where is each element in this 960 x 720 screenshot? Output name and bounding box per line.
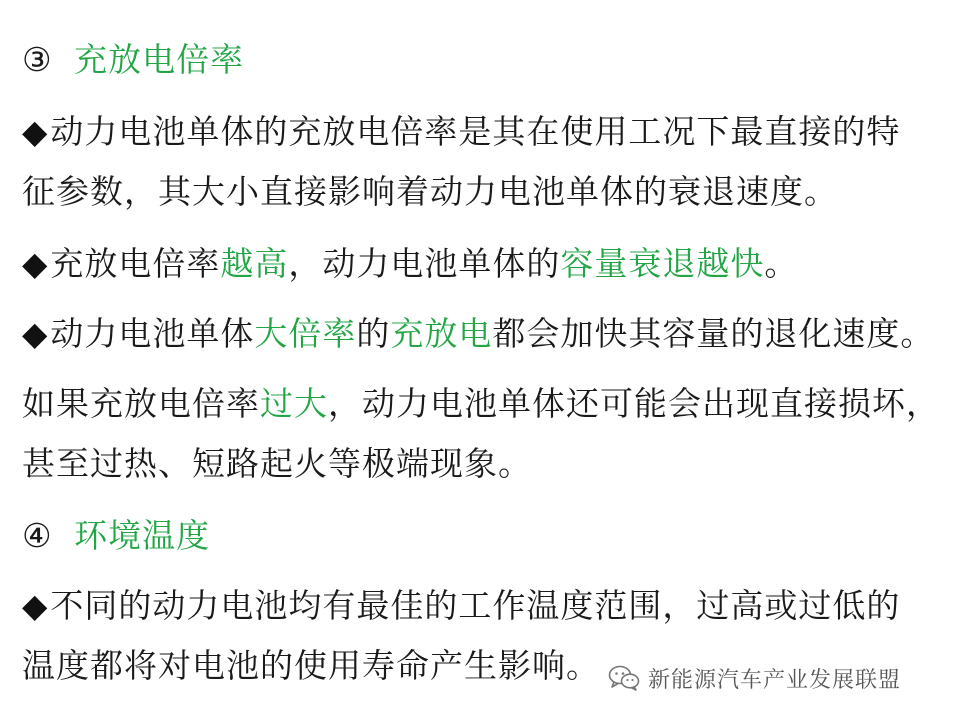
watermark-text: 新能源汽车产业发展联盟 [648,667,902,693]
text-segment: 的 [356,314,391,353]
diamond-bullet-icon: ◆ [22,112,49,151]
section-number: ④ [22,516,53,555]
paragraph-5-line-2 [22,644,600,688]
paragraph-text: 甚至过热、短路起火等极端现象。 [22,444,532,483]
section-heading-3 [22,38,244,82]
section-title: 环境温度 [74,516,211,555]
text-segment: 都会加快其容量的退化速度。 [492,314,935,353]
text-segment: 如果充放电倍率 [22,384,260,423]
text-segment: ，动力电池单体还可能会出现直接损坏， [328,384,940,423]
paragraph-1-line-2 [22,170,838,214]
highlight-text: 大倍率 [254,314,357,353]
text-segment: 充放电倍率 [50,244,221,283]
paragraph-4-line-2 [22,442,532,486]
paragraph-text: 征参数，其大小直接影响着动力电池单体的衰退速度。 [22,172,838,211]
diamond-bullet-icon: ◆ [22,244,49,283]
highlight-text: 越高 [220,244,289,283]
wechat-icon [608,664,640,692]
watermark [608,660,901,696]
paragraph-2 [22,242,798,286]
section-title: 充放电倍率 [74,40,245,79]
paragraph-3 [22,312,934,356]
section-number: ③ [22,40,53,79]
text-segment: 。 [764,244,799,283]
paragraph-5-line-1 [22,584,900,628]
text-segment: ，动力电池单体的 [288,244,561,283]
paragraph-4-line-1 [22,382,940,426]
paragraph-text: 不同的动力电池均有最佳的工作温度范围，过高或过低的 [50,586,901,625]
paragraph-text: 动力电池单体的充放电倍率是其在使用工况下最直接的特 [50,112,901,151]
diamond-bullet-icon: ◆ [22,586,49,625]
highlight-text: 过大 [260,384,328,423]
section-heading-4 [22,514,210,558]
diamond-bullet-icon: ◆ [22,314,49,353]
text-segment: 动力电池单体 [50,314,255,353]
highlight-text: 充放电 [390,314,493,353]
paragraph-1-line-1 [22,110,900,154]
highlight-text: 容量衰退越快 [560,244,765,283]
paragraph-text: 温度都将对电池的使用寿命产生影响。 [22,646,600,685]
